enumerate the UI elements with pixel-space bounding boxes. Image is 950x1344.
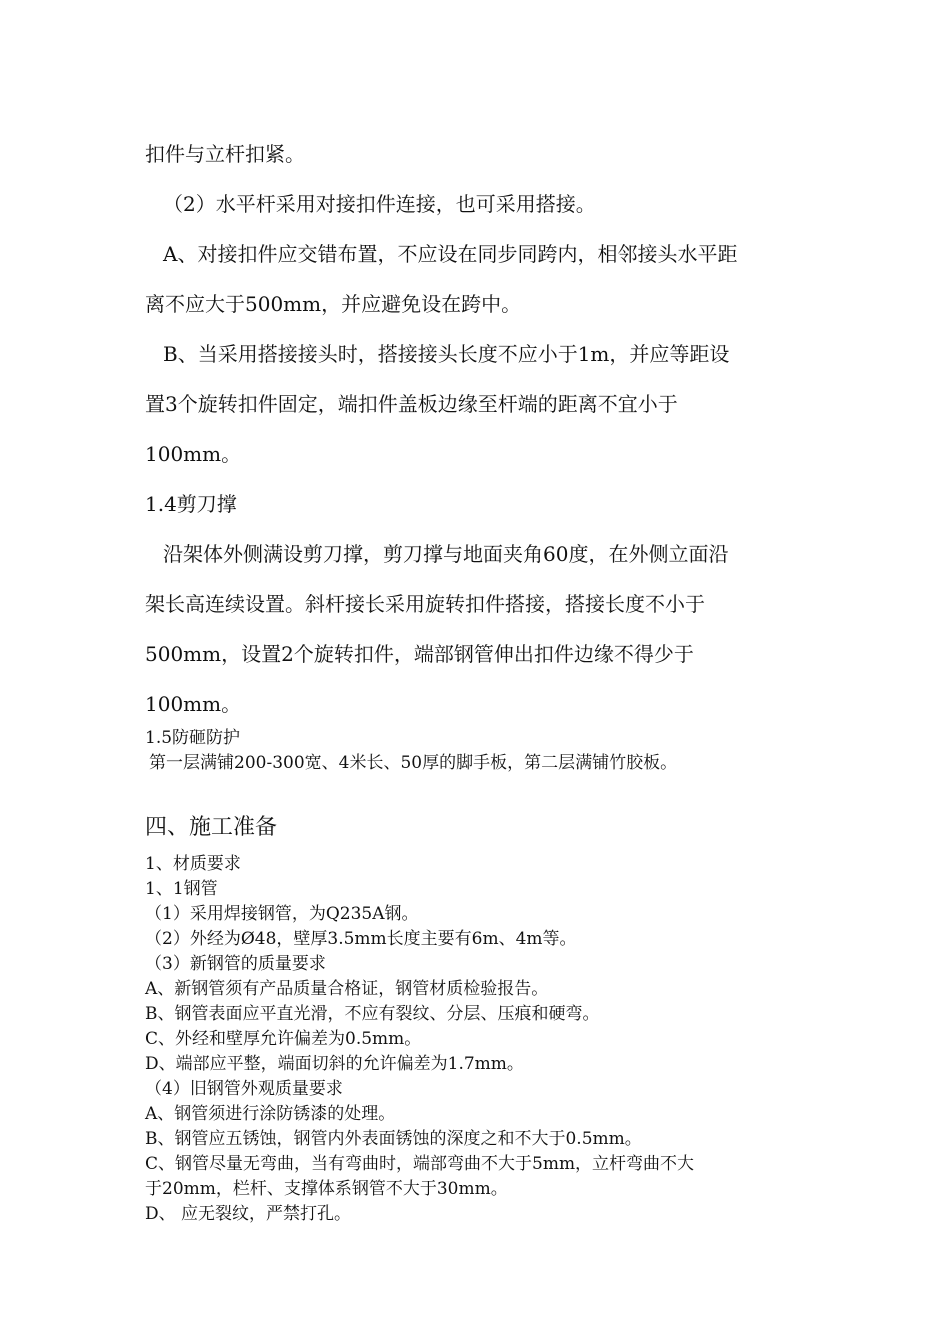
list-item: （4）旧钢管外观质量要求 <box>145 1079 343 1099</box>
paragraph-line: B、当采用搭接接头时，搭接接头长度不应小于1m，并应等距设 <box>163 342 730 366</box>
paragraph-line: 100mm。 <box>145 442 242 466</box>
paragraph-line: 沿架体外侧满设剪刀撑，剪刀撑与地面夹角60度，在外侧立面沿 <box>163 542 729 566</box>
section-heading: 1.4剪刀撑 <box>145 492 237 516</box>
list-item: B、钢管应五锈蚀，钢管内外表面锈蚀的深度之和不大于0.5mm。 <box>145 1129 642 1149</box>
list-item: （1）采用焊接钢管，为Q235A钢。 <box>145 904 419 924</box>
list-item: 于20mm，栏杆、支撑体系钢管不大于30mm。 <box>145 1179 508 1199</box>
list-item: （3）新钢管的质量要求 <box>145 954 326 974</box>
section-heading: 1.5防砸防护 <box>145 728 241 748</box>
list-item: D、端部应平整，端面切斜的允许偏差为1.7mm。 <box>145 1054 524 1074</box>
list-item: （2）外经为Ø48，壁厚3.5mm长度主要有6m、4m等。 <box>145 929 577 949</box>
paragraph-line: 架长高连续设置。斜杆接长采用旋转扣件搭接，搭接长度不小于 <box>145 592 705 616</box>
list-item: D、 应无裂纹，严禁打孔。 <box>145 1204 352 1224</box>
list-item: A、新钢管须有产品质量合格证，钢管材质检验报告。 <box>145 979 549 999</box>
list-item: A、钢管须进行涂防锈漆的处理。 <box>145 1104 396 1124</box>
paragraph-line: A、对接扣件应交错布置，不应设在同步同跨内，相邻接头水平距 <box>163 242 738 266</box>
paragraph-line: 扣件与立杆扣紧。 <box>145 142 305 166</box>
paragraph-line: 置3个旋转扣件固定，端扣件盖板边缘至杆端的距离不宜小于 <box>145 392 678 416</box>
paragraph-line: 第一层满铺200-300宽、4米长、50厚的脚手板，第二层满铺竹胶板。 <box>149 753 678 773</box>
paragraph-line: 离不应大于500mm，并应避免设在跨中。 <box>145 292 522 316</box>
paragraph-line: 500mm，设置2个旋转扣件，端部钢管伸出扣件边缘不得少于 <box>145 642 694 666</box>
paragraph-line: （2）水平杆采用对接扣件连接，也可采用搭接。 <box>163 192 596 216</box>
paragraph-line: 100mm。 <box>145 692 242 716</box>
list-item: B、钢管表面应平直光滑，不应有裂纹、分层、压痕和硬弯。 <box>145 1004 600 1024</box>
chapter-title: 四、施工准备 <box>145 815 278 840</box>
list-item: C、钢管尽量无弯曲，当有弯曲时，端部弯曲不大于5mm，立杆弯曲不大 <box>145 1154 695 1174</box>
list-item: 1、1钢管 <box>145 879 218 899</box>
list-item: C、外经和壁厚允许偏差为0.5mm。 <box>145 1029 422 1049</box>
list-item: 1、材质要求 <box>145 854 241 874</box>
